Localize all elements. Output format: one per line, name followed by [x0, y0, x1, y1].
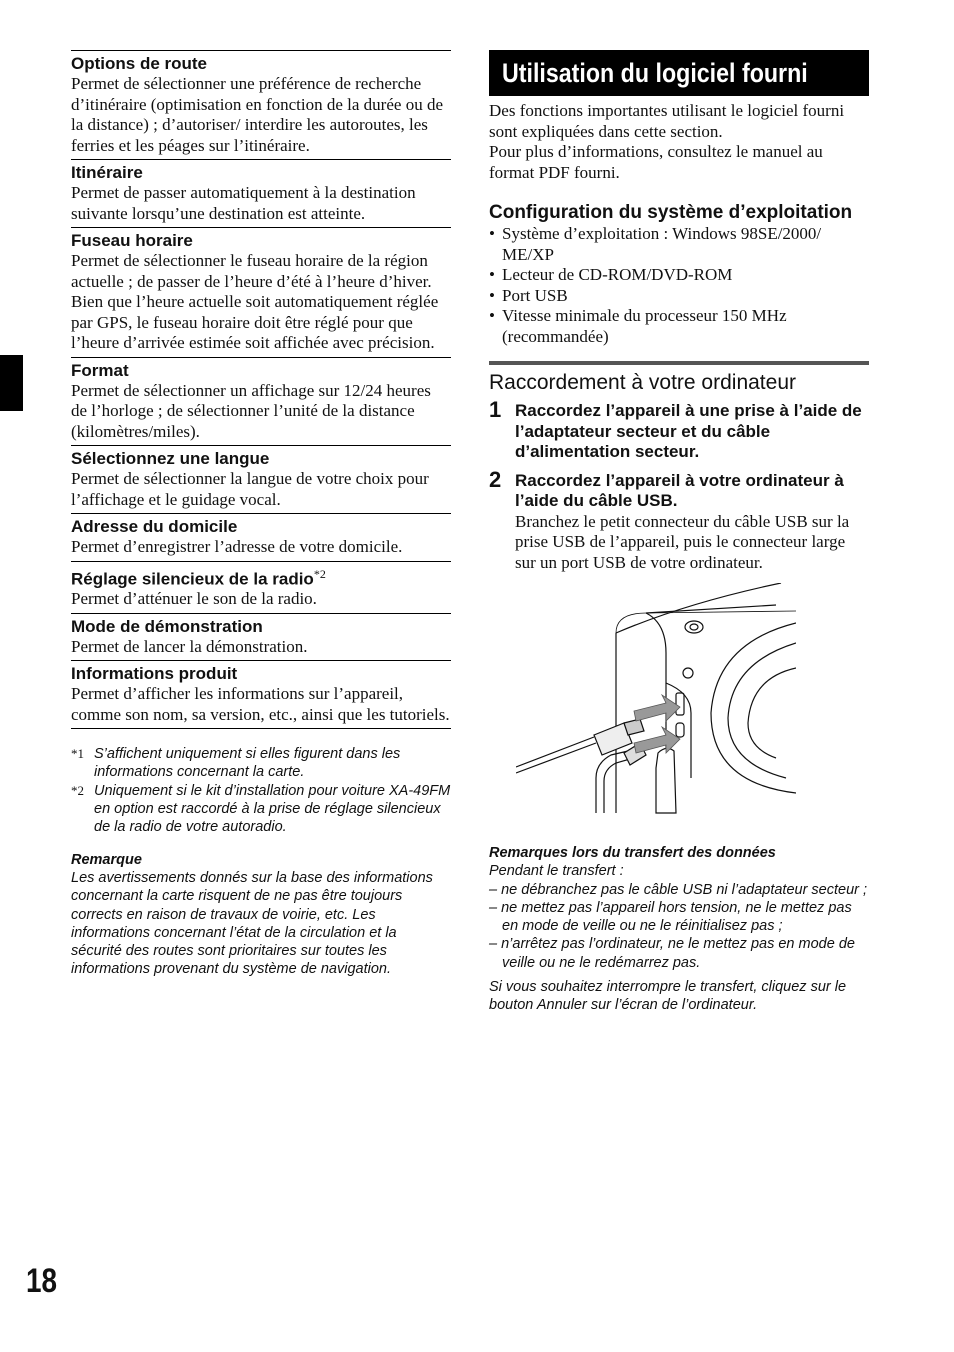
notes-lead: Pendant le transfert : — [489, 863, 624, 880]
section-tab-marker — [0, 355, 23, 411]
remarque-note — [71, 851, 451, 979]
option-text: Permet de sélectionner le fuseau horaire de la région actuelle ; de passer de l’heure d’été à l’heure d’hiver. — [71, 251, 432, 291]
left-column — [71, 50, 451, 979]
section-banner — [489, 50, 869, 96]
footnote-text: S’affichent uniquement si elles figurent dans les informations concernant la carte. — [94, 746, 401, 781]
step-instruction: Raccordez l’appareil à votre ordinateur à l’aide du câble USB. — [515, 470, 844, 510]
notes-item: – ne débranchez pas le câble USB ni l’adaptateur secteur ; — [489, 881, 868, 898]
step-2 — [489, 466, 869, 574]
page-number: 18 — [26, 1262, 58, 1300]
section-divider — [489, 361, 869, 365]
option-text: Permet d’atténuer le son de la radio. — [71, 589, 317, 609]
option-text-extra: Bien que l’heure actuelle soit automatiquement réglée par GPS, le fuseau horaire doit être réglé pour que l’heure d’arrivée estimée soit affichée avec précision. — [71, 292, 439, 352]
footnote-ref: *2 — [313, 566, 326, 581]
option-title: Format — [71, 360, 129, 380]
option-title: Adresse du domicile — [71, 517, 238, 536]
list-item: • Port USB — [489, 286, 869, 307]
option-text: Permet d’enregistrer l’adresse de votre domicile. — [71, 537, 403, 556]
option-format — [71, 357, 451, 446]
remarque-title: Remarque — [71, 851, 142, 868]
device-usb-drawing — [516, 583, 796, 823]
option-title: Fuseau horaire — [71, 231, 193, 250]
remarque-text: Les avertissements donnés sur la base des informations concernant la carte risquent de ne pas être toujours corrects en raison de travaux de voirie, etc. Les informations concernant l’état de la circulation et la sécurité des routes sont prioritaires sur toutes les informations provenant du système de navigation. — [71, 869, 433, 978]
notes-closing: Si vous souhaitez interrompre le transfert, cliquez sur le bouton Annuler sur l’écran de l’ordinateur. — [489, 979, 847, 1014]
option-text: Permet de sélectionner la langue de votre choix pour l’affichage et le guidage vocal. — [71, 469, 429, 509]
option-demonstration — [71, 613, 451, 661]
option-informations-produit — [71, 660, 451, 729]
option-title: Informations produit — [71, 664, 238, 684]
option-fuseau-horaire — [71, 227, 451, 357]
option-text: Permet de lancer la démonstration. — [71, 636, 308, 656]
option-title: Options de route — [71, 54, 207, 73]
option-title: Sélectionnez une langue — [71, 449, 270, 468]
step-instruction: Raccordez l’appareil à une prise à l’aide de l’adaptateur secteur et du câble d’alimentation secteur. — [515, 401, 862, 461]
notes-title: Remarques lors du transfert des données — [489, 845, 776, 861]
footnote — [71, 745, 451, 782]
option-text: Permet de sélectionner une préférence de recherche d’itinéraire (optimisation en fonction de la durée ou de la distance) ; d’autoriser/ interdire les autoroutes, les ferries et les péages sur l’itinéraire. — [71, 74, 443, 155]
intro-text: Des fonctions importantes utilisant le logiciel fourni sont expliquées dans cette section. — [489, 101, 845, 141]
option-itineraire — [71, 159, 451, 227]
config-heading: Configuration du système d’exploitation — [489, 202, 853, 223]
list-item: • Vitesse minimale du processeur 150 MHz (recommandée) — [489, 306, 869, 347]
right-column — [489, 50, 869, 1015]
footnote-text: Uniquement si le kit d’installation pour voiture XA-49FM en option est raccordé à la prise de réglage silencieux de la radio de votre autoradio. — [94, 782, 451, 836]
connection-heading: Raccordement à votre ordinateur — [489, 371, 796, 394]
option-text: Permet de sélectionner un affichage sur 12/24 heures de l’horloge ; de sélectionner l’unité de la distance (kilomètres/miles). — [71, 380, 431, 441]
step-description: Branchez le petit connecteur du câble USB sur la prise USB de l’appareil, puis le connecteur large sur un port USB de votre ordinateur. — [515, 511, 850, 572]
intro-text: Pour plus d’informations, consultez le manuel au format PDF fourni. — [489, 142, 823, 182]
option-langue — [71, 445, 451, 513]
notes-item: – n’arrêtez pas l’ordinateur, ne le mettez pas en mode de veille ou ne le redémarrez pas. — [489, 936, 855, 971]
usb-connection-illustration — [516, 583, 869, 828]
footnote-mark: *2 — [71, 782, 84, 798]
option-title-row — [71, 564, 451, 590]
transfer-notes — [489, 844, 869, 1015]
notes-item: – ne mettez pas l’appareil hors tension, ne le mettez pas en mode de veille ou ne le réinitialisez pas ; — [489, 899, 852, 935]
option-reglage-silencieux — [71, 561, 451, 613]
footnotes — [71, 745, 451, 836]
section-title: Utilisation du logiciel fourni — [502, 57, 808, 88]
step-number: 2 — [489, 466, 502, 492]
intro — [489, 101, 869, 183]
option-title: Itinéraire — [71, 163, 143, 182]
option-title: Réglage silencieux de la radio — [71, 569, 314, 589]
step-number: 1 — [489, 397, 502, 422]
option-title: Mode de démonstration — [71, 616, 263, 636]
footnote-mark: *1 — [71, 746, 84, 762]
option-text: Permet de passer automatiquement à la destination suivante lorsqu’une destination est atteinte. — [71, 183, 416, 223]
footnote — [71, 782, 451, 837]
config-list — [489, 224, 869, 347]
list-item: • Lecteur de CD-ROM/DVD-ROM — [489, 265, 869, 286]
option-route — [71, 50, 451, 159]
step-1 — [489, 397, 869, 463]
option-text: Permet d’afficher les informations sur l’appareil, comme son nom, sa version, etc., ainsi que les tutoriels. — [71, 684, 450, 724]
option-adresse-domicile — [71, 513, 451, 561]
list-item: • Système d’exploitation : Windows 98SE/2000/ ME/XP — [489, 224, 869, 265]
